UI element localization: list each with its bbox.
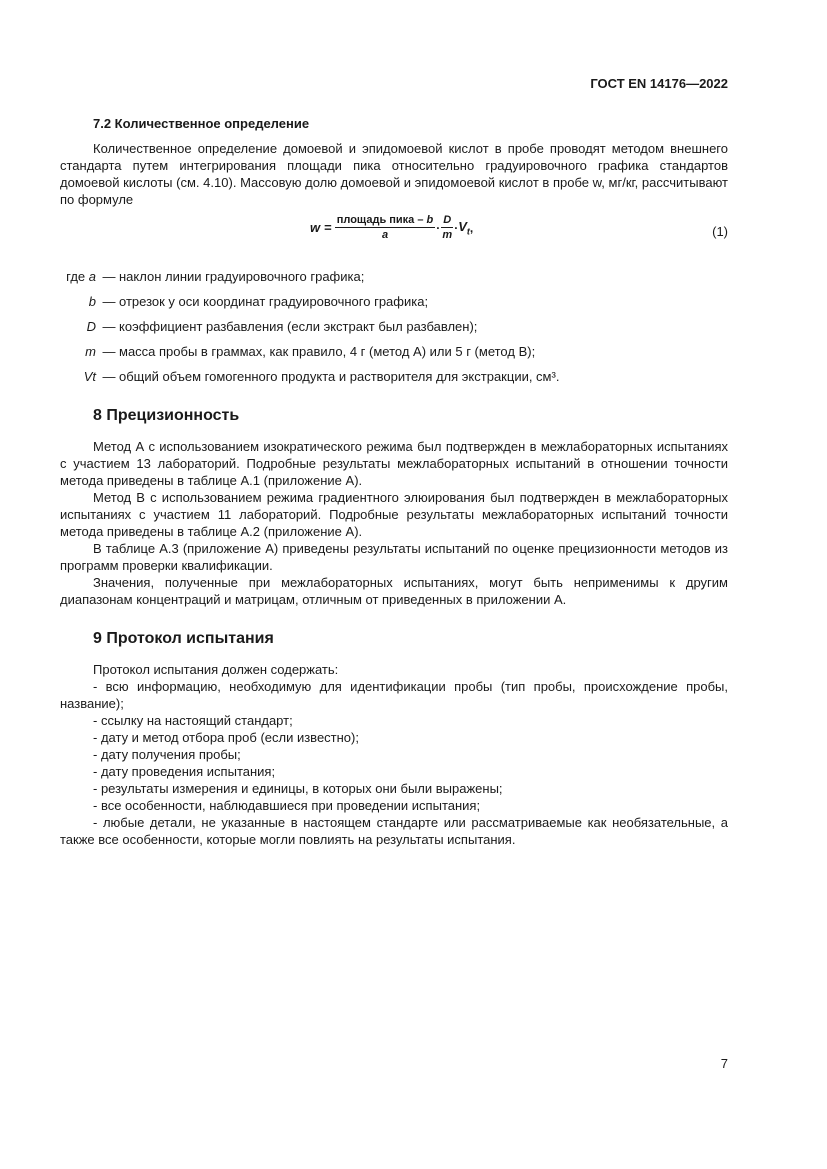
formula-comma: ,: [469, 220, 474, 235]
legend-row: [60, 368, 728, 385]
legend-row: [60, 293, 728, 310]
list-item: - ссылку на настоящий стандарт;: [93, 713, 293, 728]
legend-symbol: m: [85, 344, 96, 359]
list-item: - любые детали, не указанные в настоящем стандарте или рассматриваемые как необязательные, а также все особенности, которые могли повлиять на результаты испытания.: [60, 815, 728, 847]
legend-dash: —: [102, 269, 116, 284]
section-title-test-report: 9 Протокол испытания: [93, 630, 274, 647]
list-item: - всю информацию, необходимую для идентификации пробы (тип пробы, происхождение пробы, название);: [60, 679, 728, 711]
precision-paragraph: Метод В с использованием режима градиентного элюирования был подтвержден в межлабораторных испытаниях с участием 11 лабораторий. Подробные результаты межлабораторных испытаний точности метода приведены в таблице А.2 (приложение А).: [60, 490, 728, 539]
formula-num-var: b: [426, 214, 434, 226]
legend-prefix: где: [66, 269, 86, 284]
formula-fraction-1: [335, 214, 436, 241]
formula-equals: =: [324, 220, 332, 235]
formula-block: [60, 214, 728, 250]
legend-symbol: Vt: [83, 369, 96, 384]
page-number: 7: [720, 1056, 728, 1071]
quantification-paragraph: Количественное определение домоевой и эпидомоевой кислот в пробе проводят методом внешнего стандарта путем интегрирования площади пика относительно градуировочного графика стандартов домоевой кислоты (см. 4.10). Массовую долю домоевой и эпидомоевой кислот в пробе w, мг/кг, рассчитывают по формуле: [60, 141, 728, 207]
legend-dash: —: [102, 369, 116, 384]
legend-row: [60, 268, 728, 285]
list-item: - дату и метод отбора проб (если известно);: [93, 730, 359, 745]
legend-dash: —: [102, 294, 116, 309]
legend-text: отрезок у оси координат градуировочного графика;: [119, 294, 429, 309]
formula-vt: [458, 219, 470, 237]
list-item: - результаты измерения и единицы, в которых они были выражены;: [93, 781, 503, 796]
formula-dot-1: ·: [436, 220, 441, 235]
formula-num-text: площадь пика: [336, 214, 415, 226]
formula-numerator-2: [441, 214, 453, 228]
formula-v-sub: t: [466, 226, 470, 237]
precision-paragraph: Значения, полученные при межлабораторных испытаниях, могут быть неприменимы к другим диапазонам концентраций и матрицам, отличным от приведенных в приложении А.: [60, 575, 728, 607]
equation-number: (1): [712, 224, 728, 239]
formula-fraction-2: [441, 214, 453, 241]
list-item: - дату получения пробы;: [93, 747, 241, 762]
formula-denominator-2: m: [442, 229, 453, 241]
legend-symbol: D: [86, 319, 96, 334]
formula-legend: [60, 268, 728, 385]
legend-text: коэффициент разбавления (если экстракт был разбавлен);: [119, 319, 478, 334]
formula-lhs: w: [310, 220, 321, 235]
legend-text: масса пробы в граммах, как правило, 4 г (метод А) или 5 г (метод В);: [119, 344, 536, 359]
legend-symbol-letter: a: [88, 269, 96, 284]
document-code: ГОСТ EN 14176—2022: [590, 76, 728, 91]
precision-paragraph: Метод А с использованием изократического режима был подтвержден в межлабораторных испытаниях с участием 13 лабораторий. Подробные результаты межлабораторных испытаний в отношении точности метода приведены в таблице А.1 (приложение А).: [60, 439, 728, 488]
formula: [310, 214, 473, 241]
formula-denominator-1: a: [381, 229, 389, 241]
legend-dash: —: [102, 344, 116, 359]
list-item: - дату проведения испытания;: [93, 764, 276, 779]
legend-text: наклон линии градуировочного графика;: [119, 269, 365, 284]
list-item: - все особенности, наблюдавшиеся при проведении испытания;: [93, 798, 481, 813]
legend-row: [60, 343, 728, 360]
formula-numerator-1: [335, 214, 436, 228]
legend-symbol: b: [88, 294, 96, 309]
subsection-title-7-2: 7.2 Количественное определение: [93, 116, 310, 131]
legend-row: [60, 318, 728, 335]
formula-v: V: [458, 218, 467, 234]
precision-paragraph: В таблице А.3 (приложение А) приведены результаты испытаний по оценке прецизионности методов из программ проверки квалификации.: [60, 541, 728, 573]
formula-dot-2: ·: [454, 220, 459, 235]
test-report-intro: Протокол испытания должен содержать:: [93, 662, 339, 677]
section-title-precision: 8 Прецизионность: [93, 407, 240, 424]
legend-symbol: [60, 268, 99, 285]
formula-num-minus: –: [417, 214, 424, 226]
legend-dash: —: [102, 319, 116, 334]
page-content: [60, 116, 728, 848]
formula-num2-var: D: [443, 214, 452, 226]
legend-text: общий объем гомогенного продукта и растворителя для экстракции, см³.: [119, 369, 560, 384]
